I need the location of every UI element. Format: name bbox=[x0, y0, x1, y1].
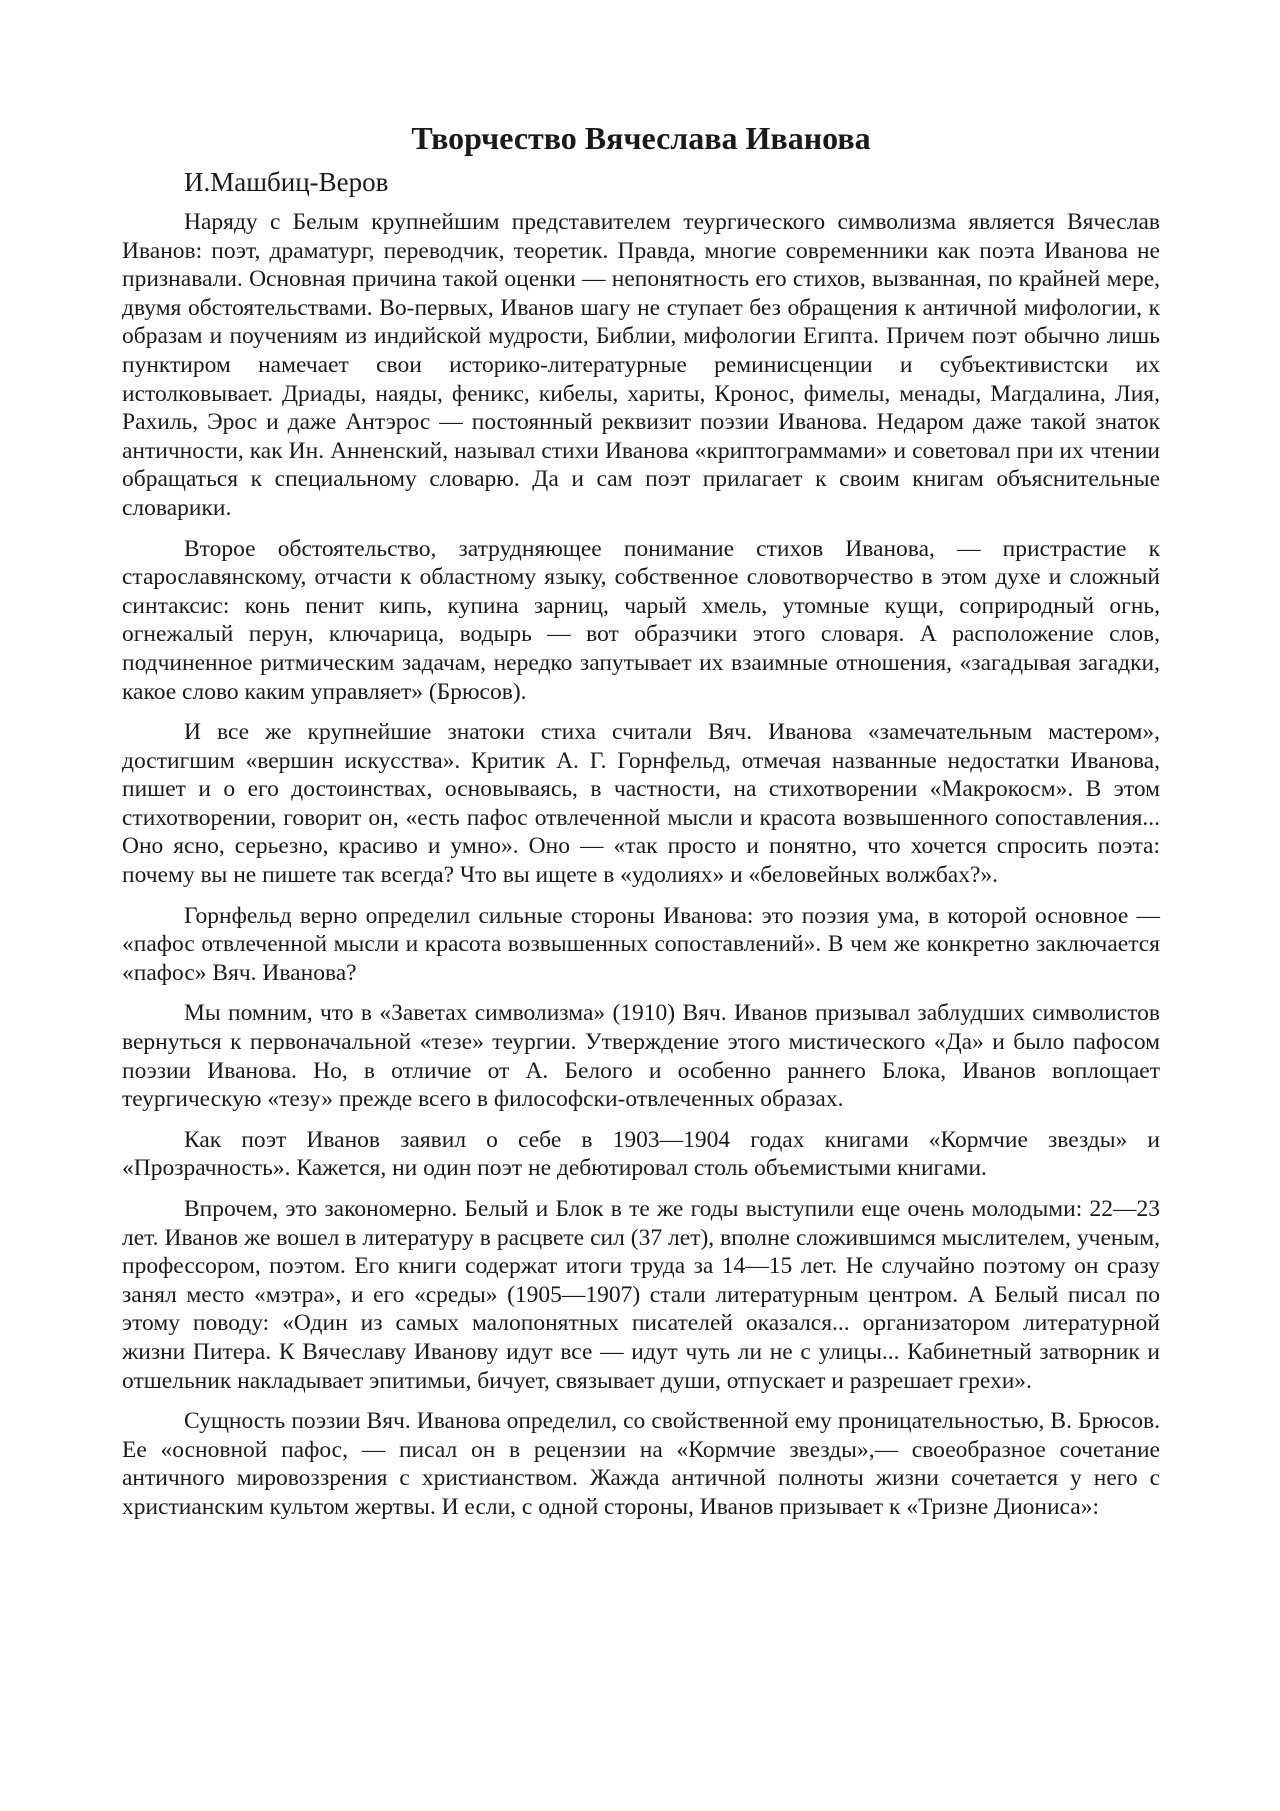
paragraph: Второе обстоятельство, затрудняющее понимание стихов Иванова, — пристрастие к старославянскому, отчасти к областному языку, собственное словотворчество в этом духе и сложный синтаксис: конь пенит кипь, купина зарниц, чарый хмель, утомные кущи, соприродный огнь, огнежалый перун, ключарица, водырь — вот образчики этого словаря. А расположение слов, подчиненное ритмическим задачам, нередко запутывает их взаимные отношения, «загадывая загадки, какое слово каким управляет» (Брюсов). bbox=[122, 535, 1160, 705]
document-author: И.Машбиц-Веров bbox=[184, 167, 389, 197]
paragraph: Впрочем, это закономерно. Белый и Блок в те же годы выступили еще очень молодыми: 22—23 лет. Иванов же вошел в литературу в расцвете сил (37 лет), вполне сложившимся мыслителем, ученым, профессором, поэтом. Его книги содержат итоги труда за 14—15 лет. Не случайно поэтому он сразу занял место «мэтра», и его «среды» (1905—1907) стали литературным центром. А Белый писал по этому поводу: «Один из самых малопонятных писателей оказался... организатором литературной жизни Питера. К Вячеславу Иванову идут все — идут чуть ли не с улицы... Кабинетный затворник и отшельник накладывает эпитимьи, бичует, связывает души, отпускает и разрешает грехи». bbox=[122, 1196, 1160, 1394]
paragraph: Мы помним, что в «Заветах символизма» (1910) Вяч. Иванов призывал заблудших символистов вернуться к первоначальной «тезе» теургии. Утверждение этого мистического «Да» и было пафосом поэзии Иванова. Но, в отличие от А. Белого и особенно раннего Блока, Иванов воплощает теургическую «тезу» прежде всего в философски-отвлеченных образах. bbox=[122, 1000, 1160, 1113]
document-title: Творчество Вячеслава Иванова bbox=[411, 120, 871, 156]
paragraph: И все же крупнейшие знатоки стиха считали Вяч. Иванова «замечательным мастером», достигшим «вершин искусства». Критик А. Г. Горнфельд, отмечая названные недостатки Иванова, пишет и о его достоинствах, основываясь, в частности, на стихотворении «Макрокосм». В этом стихотворении, говорит он, «есть пафос отвлеченной мысли и красота возвышенного сопоставления... Оно ясно, серьезно, красиво и умно». Оно — «так просто и понятно, что хочется спросить поэта: почему вы не пишете так всегда? Что вы ищете в «удолиях» и «беловейных волжбах?». bbox=[122, 719, 1160, 889]
paragraph: Наряду с Белым крупнейшим представителем теургического символизма является Вячеслав Иванов: поэт, драматург, переводчик, теоретик. Правда, многие современники как поэта Иванова не признавали. Основная причина такой оценки — непонятность его стихов, вызванная, по крайней мере, двумя обстоятельствами. Во-первых, Иванов шагу не ступает без обращения к античной мифологии, к образам и поучениям из индийской мудрости, Библии, мифологии Египта. Причем поэт обычно лишь пунктиром намечает свои историко-литературные реминисценции и субъективистски их истолковывает. Дриады, наяды, феникс, кибелы, хариты, Кронос, фимелы, менады, Магдалина, Лия, Рахиль, Эрос и даже Антэрос — постоянный реквизит поэзии Иванова. Недаром даже такой знаток античности, как Ин. Анненский, называл стихи Иванова «криптограммами» и советовал при их чтении обращаться к специальному словарю. Да и сам поэт прилагает к своим книгам объяснительные словарики. bbox=[122, 209, 1160, 521]
paragraph: Горнфельд верно определил сильные стороны Иванова: это поэзия ума, в которой основное — «пафос отвлеченной мысли и красота возвышенных сопоставлений». В чем же конкретно заключается «пафос» Вяч. Иванова? bbox=[122, 902, 1160, 986]
document-page bbox=[122, 118, 1160, 1534]
paragraph: Как поэт Иванов заявил о себе в 1903—1904 годах книгами «Кормчие звезды» и «Прозрачность». Кажется, ни один поэт не дебютировал столь объемистыми книгами. bbox=[122, 1126, 1160, 1182]
paragraph: Сущность поэзии Вяч. Иванова определил, со свойственной ему проницательностью, В. Брюсов. Ее «основной пафос, — писал он в рецензии на «Кормчие звезды»,— своеобразное сочетание античного мировоззрения с христианством. Жажда античной полноты жизни сочетается у него с христианским культом жертвы. И если, с одной стороны, Иванов призывает к «Тризне Диониса»: bbox=[122, 1408, 1160, 1520]
